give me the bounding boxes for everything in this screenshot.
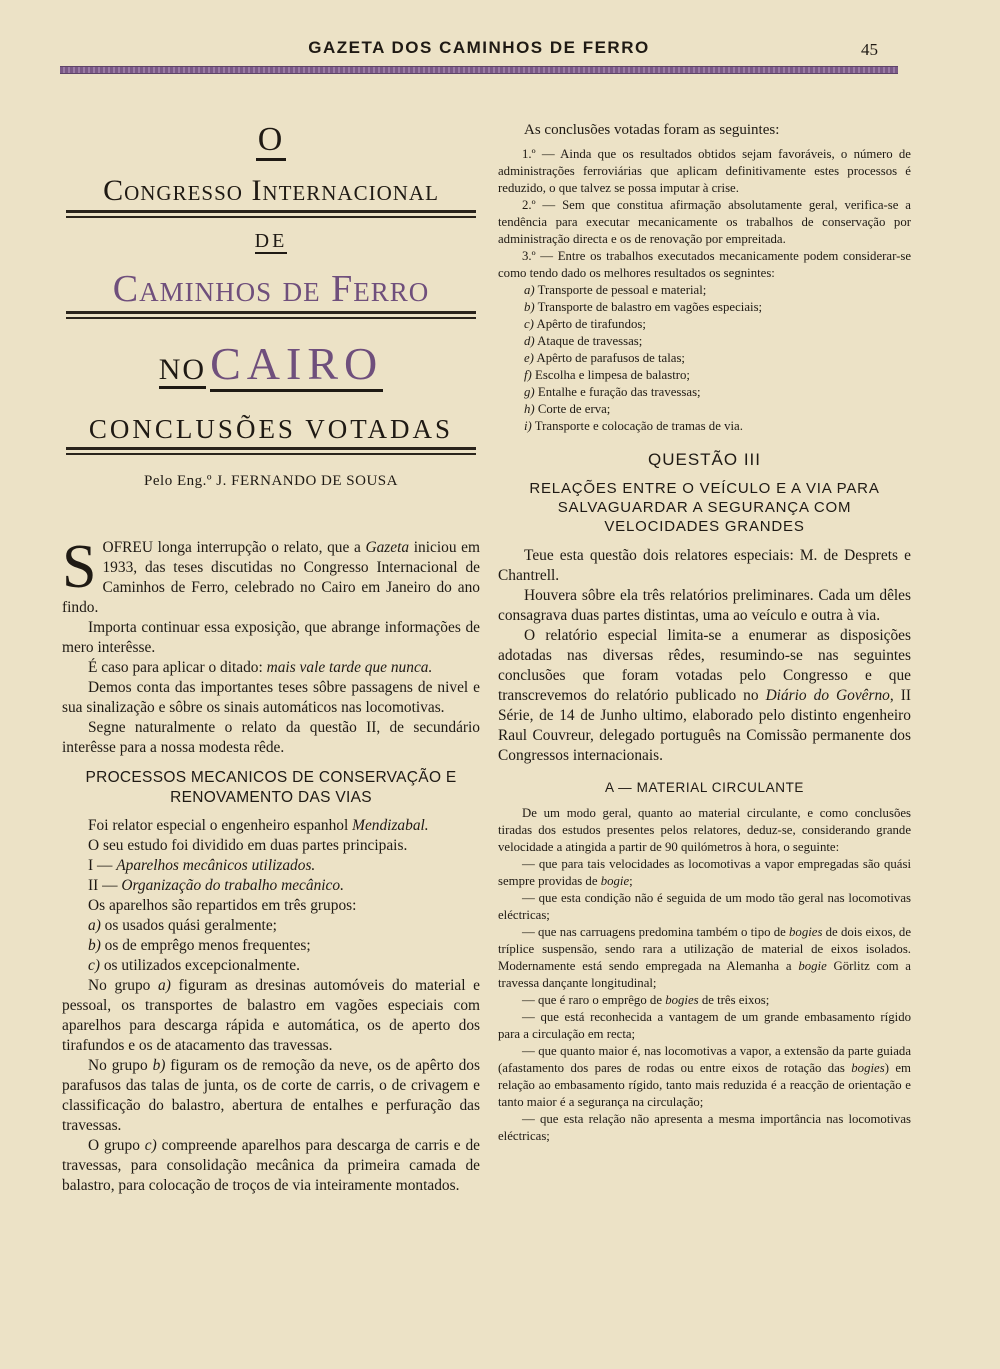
- subsection-heading: A — MATERIAL CIRCULANTE: [604, 780, 805, 795]
- list-item: g) Entalhe e furação das travessas;: [524, 385, 701, 399]
- conclusion-1: 1.º — Ainda que os resultados obtidos sejam favoráveis, o número de administrações ferroviárias que aplicam definitivamente estes processos é reduzido, o que talvez se possa imputar à crise.: [498, 147, 911, 195]
- list-item: d) Ataque de travessas;: [524, 334, 643, 348]
- section-heading: PROCESSOS MECANICOS DE CONSERVAÇÃO E RENOVAMENTO DAS VIAS: [85, 769, 457, 806]
- title-cairo: CAIRO: [210, 338, 383, 392]
- paragraph: Houvera sôbre ela três relatórios preliminares. Cada um dêles consagrava duas partes distintas, uma ao veículo e outra à via.: [498, 587, 911, 624]
- paragraph: Demos conta das importantes teses sôbre passagens de nivel e sua sinalização e sôbre os sinais automáticos nas locomotivas.: [62, 679, 480, 716]
- title-cairo-line: [62, 339, 480, 400]
- author-line: Pelo Eng.º J. FERNANDO DE SOUSA: [144, 473, 398, 489]
- title-rule-3: [66, 447, 476, 455]
- title-de: DE: [254, 230, 288, 252]
- page-number: 45: [861, 40, 878, 59]
- list-item: a) Transporte de pessoal e material;: [524, 283, 707, 297]
- paragraph: No grupo a) figuram as dresinas automóveis do material e pessoal, os transportes de balastro em vagões especiais com aparelhos para descarga rápida e automática, os de aperto dos tirafundos e os de atacamento das travessas.: [62, 977, 480, 1054]
- list-item: a) os usados quási geralmente;: [88, 917, 277, 934]
- list-item: c) Apêrto de tirafundos;: [524, 317, 646, 331]
- paragraph: De um modo geral, quanto ao material circulante, e como conclusões tiradas dos estudos presentes pelos relatores, deduz-se, considerando grande velocidade a atingida a partir de 90 quilómetros à hora, o seguinte:: [498, 806, 911, 854]
- paragraph: É caso para aplicar o ditado: mais vale tarde que nunca.: [88, 659, 433, 676]
- conclusion-3: 3.º — Entre os trabalhos executados mecanicamente podem considerar-se como tendo dado os melhores resultados os segnintes:: [498, 249, 911, 280]
- list-item: f) Escolha e limpesa de balastro;: [524, 368, 690, 382]
- dash-item: — que é raro o emprêgo de bogies de três eixos;: [522, 993, 770, 1007]
- part-item: II — Organização do trabalho mecânico.: [88, 877, 344, 894]
- title-no: NO: [159, 353, 206, 389]
- dash-item: — que quanto maior é, nas locomotivas a vapor, a extensão da parte guiada (afastamento dos pares de rodas ou entre eixos de rotação das bogies) em relação ao embasamento rígido, tanto mais reduzida é a reacção de orientação e tanto maior é a segurança na circulação;: [498, 1044, 911, 1109]
- title-rule-1: [66, 210, 476, 218]
- list-item: i) Transporte e colocação de tramas de via.: [524, 419, 743, 433]
- dash-item: — que nas carruagens predomina também o tipo de bogies de dois eixos, de tríplice suspensão, sendo rara a utilização de material de eixos isolados. Modernamente está sendo empregada na Alemanha a bogie Görlitz com a travessa dançante longitudinal;: [498, 925, 911, 990]
- journal-title: GAZETA DOS CAMINHOS DE FERRO: [308, 38, 650, 57]
- part-item: I — Aparelhos mecânicos utilizados.: [88, 857, 316, 874]
- paragraph: Importa continuar essa exposição, que abrange informações de mero interêsse.: [62, 619, 480, 656]
- right-column: [498, 120, 911, 1145]
- title-rule-2: [66, 311, 476, 319]
- paragraph: Foi relator especial o engenheiro espanhol Mendizabal.: [88, 817, 429, 834]
- list-item: b) os de emprêgo menos frequentes;: [88, 937, 311, 954]
- title-caminhos: Caminhos de Ferro: [112, 268, 430, 310]
- intro-paragraph: SOFREU longa interrupção o relato, que a Gazeta iniciou em 1933, das teses discutidas no Congresso Internacional de Caminhos de Ferro, celebrado no Cairo em Janeiro do ano findo.: [62, 533, 480, 616]
- conclusion-2: 2.º — Sem que constitua afirmação absolutamente geral, verifica-se a tendência para executar mecanicamente os trabalhos de conservação por administração directa e os de renovação por empreitada.: [498, 198, 911, 246]
- right-body: [498, 546, 911, 766]
- paragraph: Os aparelhos são repartidos em três grupos:: [88, 897, 357, 914]
- title-conclusoes: CONCLUSÕES VOTADAS: [88, 414, 454, 444]
- left-body: [62, 533, 480, 1196]
- paragraph: O seu estudo foi dividido em duas partes principais.: [88, 837, 408, 854]
- dash-item: — que para tais velocidades as locomotivas a vapor empregadas são quási sempre providas de bogie;: [498, 857, 911, 888]
- title-congresso: Congresso Internacional: [103, 174, 439, 207]
- page-header: [60, 38, 898, 78]
- question-subheading: RELAÇÕES ENTRE O VEÍCULO E A VIA PARA SALVAGUARDAR A SEGURANÇA COM VELOCIDADES GRANDES: [529, 480, 880, 535]
- header-rule: [60, 66, 898, 74]
- paragraph: No grupo b) figuram os de remoção da neve, os de apêrto dos parafusos das talas de junta, os de corte de carris, o de crivagem e classificação do balastro, abertura de entalhes e perfuração das travessas.: [62, 1057, 480, 1134]
- paragraph: O relatório especial limita-se a enumerar as disposições adotadas nas diversas rêdes, resumindo-se nas seguintes conclusões que foram votadas pelo Congresso e que transcrevemos do relatório publicado no Diário do Govêrno, II Série, de 14 de Junho ultimo, elaborado pelo distinto engenheiro Raul Couvreur, delegado português na Comissão permanente dos Congressos internacionais.: [498, 627, 912, 764]
- list-item: b) Transporte de balastro em vagões especiais;: [524, 300, 763, 314]
- title-o: O: [62, 122, 480, 158]
- dash-item: — que está reconhecida a vantagem de um grande embasamento rígido para a circulação em recta;: [498, 1010, 911, 1041]
- conclusions-intro: As conclusões votadas foram as seguintes:: [524, 122, 780, 138]
- list-item: h) Corte de erva;: [524, 402, 611, 416]
- left-column: [62, 120, 480, 1196]
- list-item: e) Apêrto de parafusos de talas;: [524, 351, 685, 365]
- paragraph: Teue esta questão dois relatores especiais: M. de Desprets e Chantrell.: [498, 547, 911, 584]
- paragraph: O grupo c) compreende aparelhos para descarga de carris e de travessas, para consolidação mecânica da primeira camada de balastro, para colocação de troços de via inteiramente montados.: [62, 1137, 480, 1194]
- drop-cap: S: [62, 533, 97, 601]
- question-heading: QUESTÃO III: [647, 450, 762, 469]
- dash-item: — que esta condição não é seguida de um modo tão geral nas locomotivas eléctricas;: [498, 891, 911, 922]
- paragraph: Segne naturalmente o relato da questão II, de secundário interêsse para a nossa modesta rêde.: [62, 719, 480, 756]
- list-item: c) os utilizados excepcionalmente.: [88, 957, 300, 974]
- dash-item: — que esta relação não apresenta a mesma importância nas locomotivas eléctricas;: [498, 1112, 911, 1143]
